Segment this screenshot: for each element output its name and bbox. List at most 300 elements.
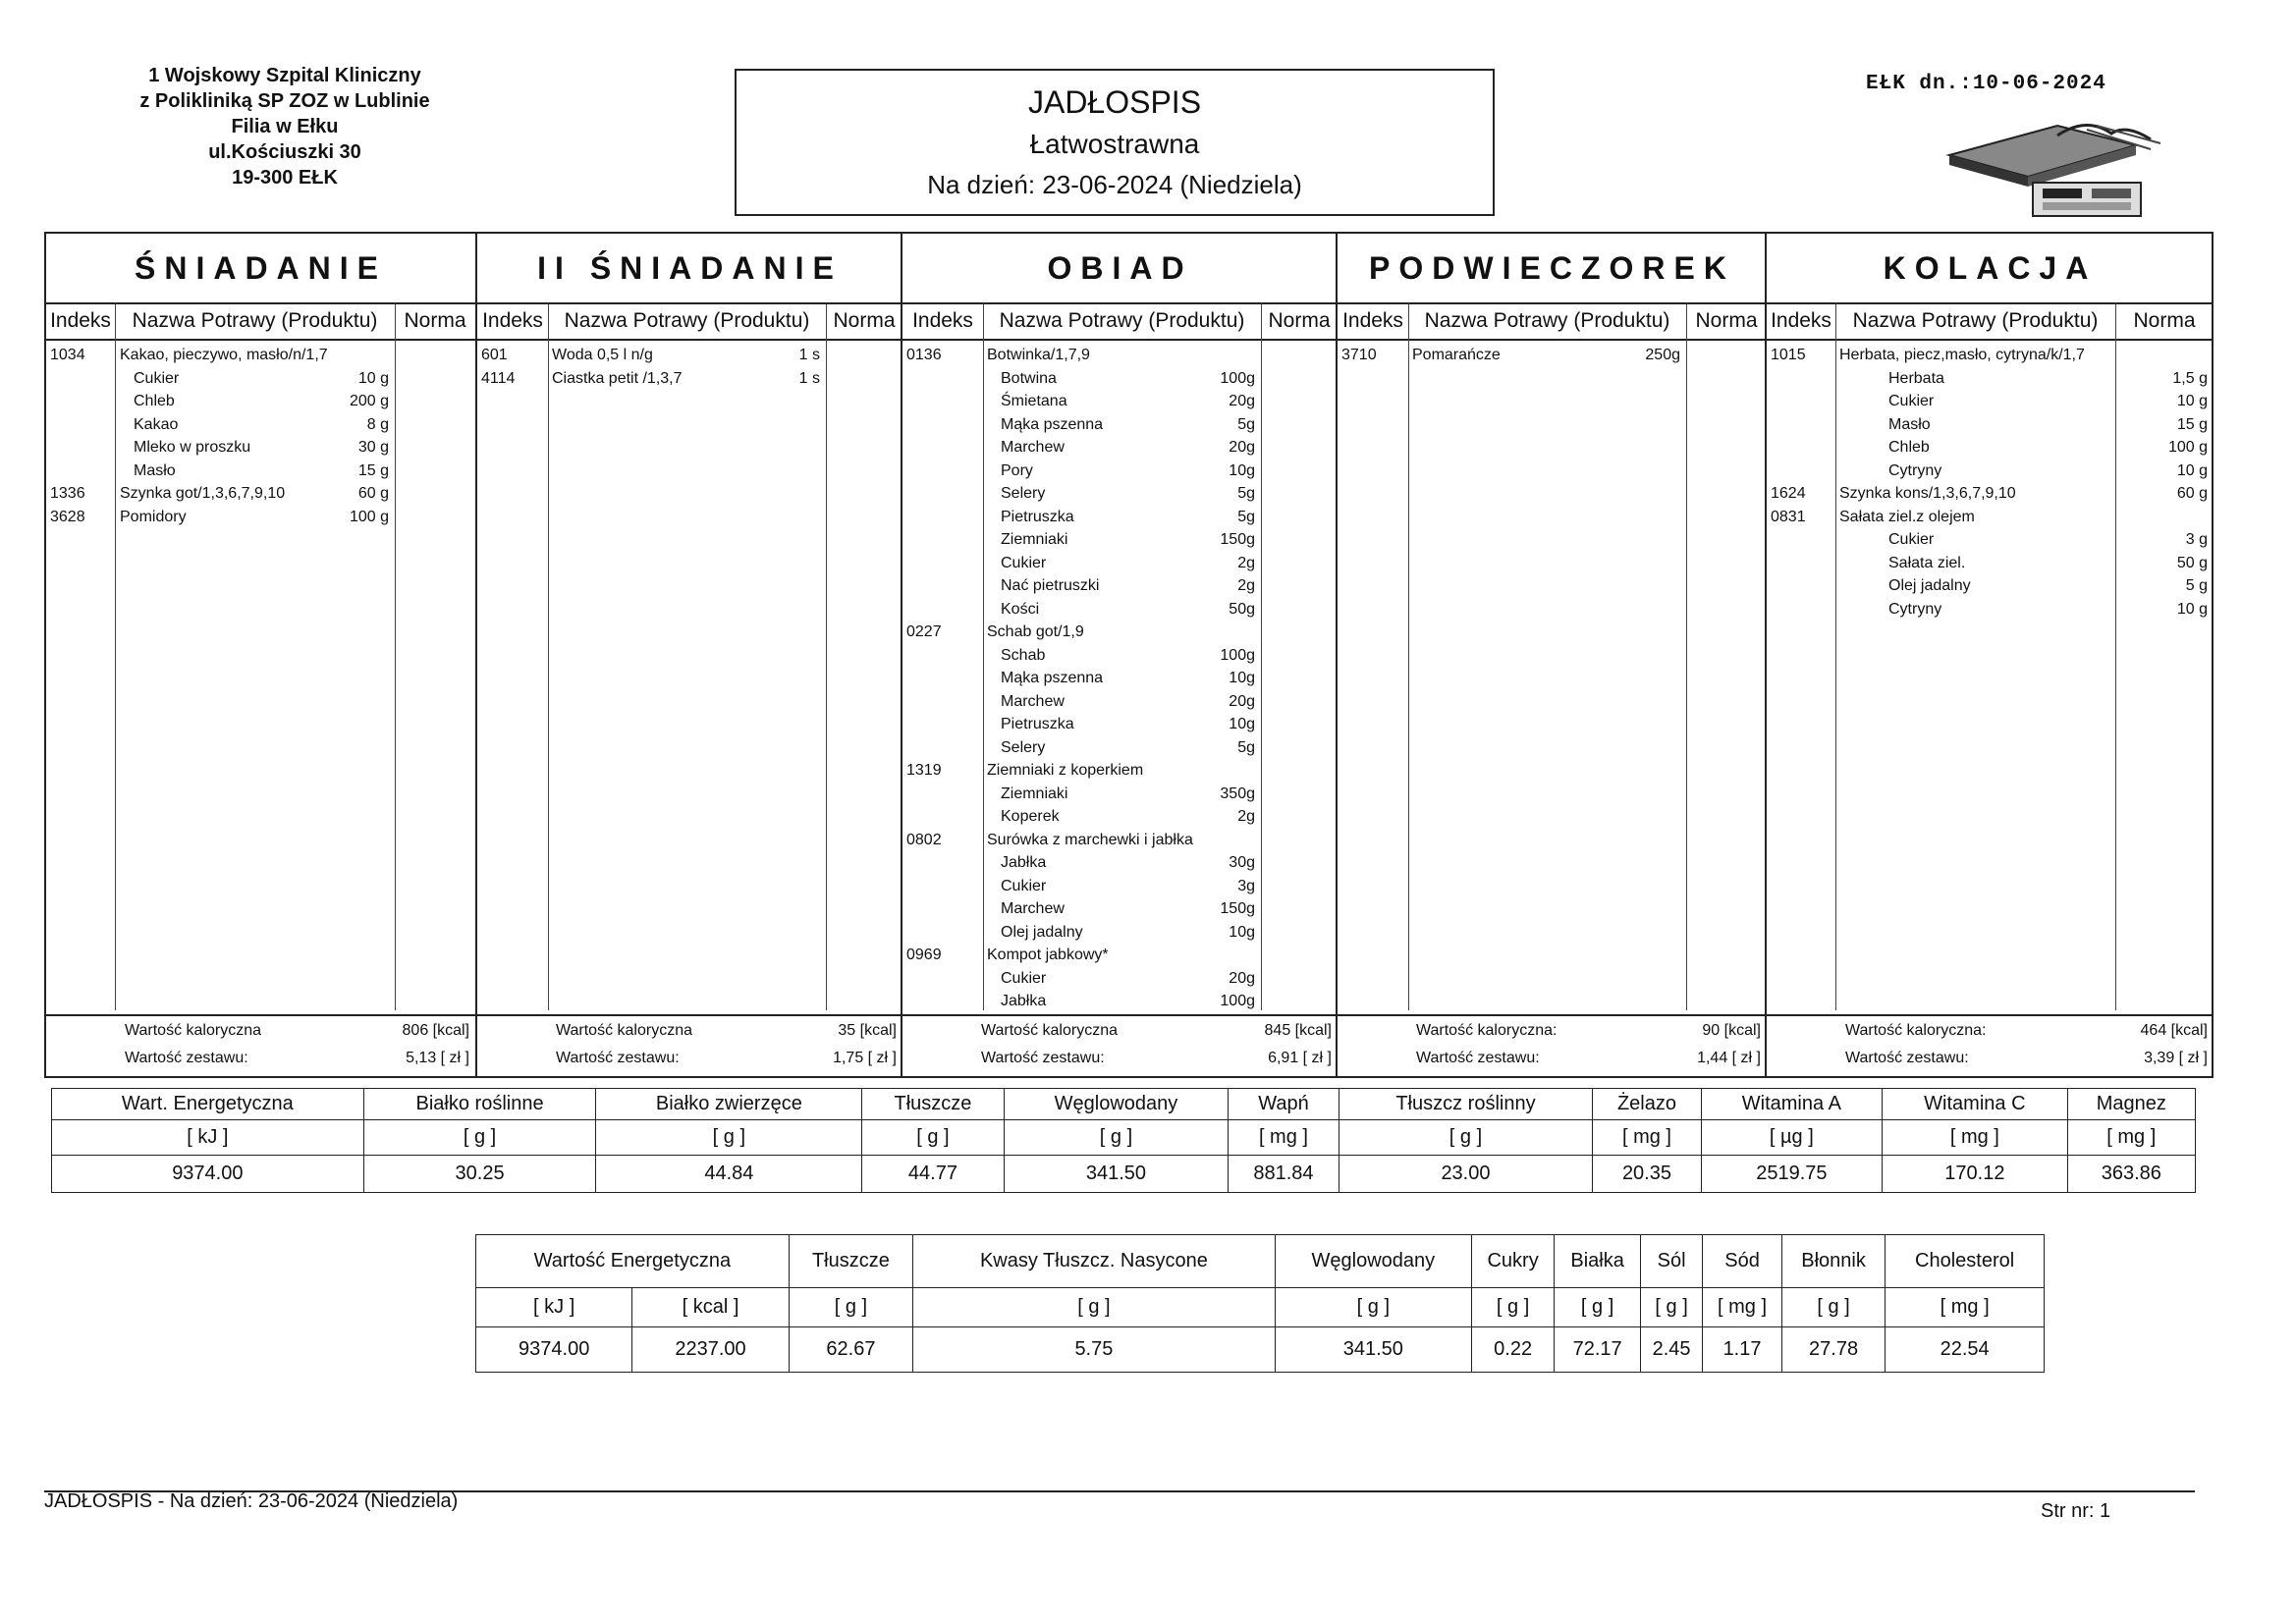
list-item — [477, 367, 902, 391]
meal-title: PODWIECZOREK — [1338, 234, 1767, 304]
nutrient-header: Kwasy Tłuszcz. Nasycone — [913, 1235, 1276, 1288]
dish-index: 4114 — [481, 369, 516, 387]
list-item — [46, 367, 475, 391]
dish-name: Kompot jabkowy* — [987, 947, 1109, 963]
dish-name: Cytryny — [1888, 461, 1942, 479]
name-header: Nazwa Potrawy (Produktu) — [1424, 309, 1670, 332]
dish-norm: 1 s — [798, 347, 820, 363]
dish-norm: 5g — [1237, 738, 1255, 756]
nutrient-unit: [ g ] — [1781, 1288, 1885, 1327]
nutrient-value: 341.50 — [1275, 1327, 1471, 1373]
nutrient-header: Białka — [1555, 1235, 1641, 1288]
name-header: Nazwa Potrawy (Produktu) — [1852, 309, 2099, 332]
dish-name: Szynka got/1,3,6,7,9,10 — [120, 485, 286, 502]
dish-norm: 5g — [1237, 485, 1255, 502]
column-divider — [1686, 303, 1687, 1010]
nutrient-unit: [ mg ] — [1229, 1120, 1339, 1156]
meal-column-4 — [1765, 234, 2214, 1076]
kcal-value: 806 [kcal] — [402, 1022, 469, 1039]
dish-norm: 3 g — [2185, 531, 2208, 548]
dish-norm: 10g — [1229, 461, 1255, 479]
dish-norm: 1,5 g — [2172, 369, 2208, 387]
meal-summary — [1338, 1014, 1767, 1078]
column-divider — [826, 303, 827, 1010]
dish-norm: 10g — [1229, 670, 1255, 686]
list-item — [902, 944, 1338, 967]
nutrient-value: 363.86 — [2067, 1156, 2195, 1193]
cost-value: 3,39 [ zł ] — [2144, 1050, 2208, 1066]
norm-header: Norma — [1268, 309, 1331, 332]
nutrient-value: 44.84 — [596, 1156, 862, 1193]
name-header: Nazwa Potrawy (Produktu) — [132, 309, 378, 332]
list-item — [902, 921, 1338, 945]
column-header-row — [46, 303, 475, 341]
cost-value: 1,75 [ zł ] — [833, 1050, 897, 1066]
index-header: Indeks — [50, 309, 111, 332]
list-item — [46, 436, 475, 460]
kcal-label: Wartość kaloryczna — [981, 1022, 1118, 1039]
energy-header: Wartość Energetyczna — [476, 1235, 790, 1288]
nutrient-unit: [ g ] — [789, 1288, 912, 1327]
dish-index: 0227 — [906, 623, 942, 640]
nutrient-unit: [ µg ] — [1701, 1120, 1883, 1156]
dish-name: Ziemniaki — [1001, 784, 1068, 802]
dish-name: Mąka pszenna — [1001, 415, 1104, 433]
meal-title: KOLACJA — [1767, 234, 2214, 304]
dish-norm: 10 g — [357, 369, 389, 387]
nutrient-unit: [ g ] — [596, 1120, 862, 1156]
dish-name: Pietruszka — [1001, 508, 1074, 525]
dish-norm: 5g — [1237, 415, 1255, 433]
list-item — [902, 344, 1338, 367]
nutrient-unit: [ g ] — [363, 1120, 596, 1156]
list-item — [902, 598, 1338, 622]
nutrient-header: Tłuszcze — [862, 1089, 1004, 1120]
meal-column-3 — [1336, 234, 1767, 1076]
dish-name: Pomidory — [120, 508, 187, 525]
nutrient-value: 27.78 — [1781, 1327, 1885, 1373]
nutrient-header: Cholesterol — [1886, 1235, 2045, 1288]
dish-name: Cukier — [1001, 554, 1047, 571]
menu-date: Na dzień: 23-06-2024 (Niedziela) — [927, 170, 1302, 199]
dish-index: 3628 — [50, 508, 85, 525]
dish-name: Jabłka — [1001, 854, 1047, 871]
dish-norm: 10g — [1229, 923, 1255, 941]
dish-name: Cukier — [134, 369, 180, 387]
list-item — [902, 851, 1338, 875]
nutrient-value: 20.35 — [1593, 1156, 1701, 1193]
book-logo-icon — [1940, 116, 2175, 224]
nutrient-unit: [ mg ] — [2067, 1120, 2195, 1156]
column-divider — [548, 303, 549, 1010]
menu-table — [44, 232, 2214, 1078]
nutrient-value: 44.77 — [862, 1156, 1004, 1193]
norm-header: Norma — [833, 309, 896, 332]
nutrient-value: 23.00 — [1339, 1156, 1593, 1193]
nutrient-unit: [ g ] — [1275, 1288, 1471, 1327]
dish-norm: 50 g — [2176, 554, 2208, 571]
list-item — [46, 413, 475, 437]
cost-label: Wartość zestawu: — [125, 1050, 248, 1066]
dish-norm: 50g — [1229, 600, 1255, 618]
dish-name: Marchew — [1001, 439, 1065, 456]
dish-norm: 15 g — [2176, 415, 2208, 433]
dish-norm: 15 g — [357, 461, 389, 479]
meal-title: ŚNIADANIE — [46, 234, 475, 304]
footer-title: JADŁOSPIS - Na dzień: 23-06-2024 (Niedziela) — [44, 1490, 459, 1512]
dish-index: 601 — [481, 347, 508, 363]
nutrient-header: Tłuszcz roślinny — [1339, 1089, 1593, 1120]
nutrient-value: 881.84 — [1229, 1156, 1339, 1193]
dish-norm: 60 g — [2176, 485, 2208, 502]
dish-name: Sałata ziel. — [1888, 554, 1966, 571]
nutrient-header: Węglowodany — [1004, 1089, 1229, 1120]
kcal-value: 464 [kcal] — [2140, 1022, 2208, 1039]
list-item — [46, 460, 475, 483]
nutrient-value: 341.50 — [1004, 1156, 1229, 1193]
dish-index: 1034 — [50, 347, 85, 363]
cost-label: Wartość zestawu: — [981, 1050, 1105, 1066]
kcal-value: 35 [kcal] — [838, 1022, 897, 1039]
nutrient-header: Witamina C — [1883, 1089, 2067, 1120]
dish-norm: 250g — [1645, 347, 1680, 363]
meal-title: II ŚNIADANIE — [477, 234, 902, 304]
dish-norm: 100 g — [2167, 439, 2208, 456]
list-item — [477, 344, 902, 367]
list-item — [1767, 344, 2214, 367]
list-item — [902, 506, 1338, 529]
dish-name: Botwina — [1001, 369, 1057, 387]
hospital-line-3: Filia w Ełku — [231, 116, 339, 137]
list-item — [1767, 367, 2214, 391]
meal-column-1 — [475, 234, 902, 1076]
meal-summary — [477, 1014, 902, 1078]
meal-rows — [902, 344, 1338, 1013]
dish-name: Cukier — [1001, 969, 1047, 987]
nutrient-header: Żelazo — [1593, 1089, 1701, 1120]
dish-name: Szynka kons/1,3,6,7,9,10 — [1839, 485, 2016, 502]
list-item — [902, 713, 1338, 736]
index-header: Indeks — [912, 309, 973, 332]
kcal-label: Wartość kaloryczna: — [1416, 1022, 1558, 1039]
dish-norm: 20g — [1229, 393, 1255, 409]
meal-summary — [46, 1014, 475, 1078]
cost-label: Wartość zestawu: — [556, 1050, 680, 1066]
column-header-row — [1767, 303, 2214, 341]
dish-norm: 350g — [1220, 784, 1255, 802]
list-item — [1767, 436, 2214, 460]
list-item — [902, 805, 1338, 829]
nutrient-unit: [ g ] — [1339, 1120, 1593, 1156]
name-header: Nazwa Potrawy (Produktu) — [564, 309, 810, 332]
nutrient-value: 9374.00 — [476, 1327, 632, 1373]
dish-norm: 30g — [1229, 854, 1255, 871]
nutrient-value: 72.17 — [1555, 1327, 1641, 1373]
dish-name: Masło — [1888, 415, 1931, 433]
list-item — [902, 644, 1338, 668]
dish-index: 1336 — [50, 485, 85, 502]
dish-name: Schab — [1001, 646, 1046, 664]
norm-header: Norma — [404, 309, 466, 332]
nutrient-header: Tłuszcze — [789, 1235, 912, 1288]
dish-name: Koperek — [1001, 808, 1060, 825]
list-item — [1767, 598, 2214, 622]
dish-index: 0969 — [906, 947, 942, 963]
dish-norm: 20g — [1229, 692, 1255, 710]
dish-name: Cukier — [1888, 531, 1935, 548]
cost-label: Wartość zestawu: — [1416, 1050, 1540, 1066]
nutrient-value: 1.17 — [1703, 1327, 1782, 1373]
dish-index: 1319 — [906, 762, 942, 779]
dish-name: Selery — [1001, 485, 1046, 502]
title-box — [735, 69, 1495, 216]
nutrient-unit: [ g ] — [913, 1288, 1276, 1327]
dish-name: Nać pietruszki — [1001, 577, 1100, 594]
list-item — [902, 528, 1338, 552]
dish-name: Cukier — [1888, 393, 1935, 409]
cost-value: 1,44 [ zł ] — [1697, 1050, 1761, 1066]
index-header: Indeks — [1771, 309, 1831, 332]
page-number: Str nr: 1 — [2041, 1500, 2111, 1522]
nutrient-value: 30.25 — [363, 1156, 596, 1193]
dish-norm: 20g — [1229, 439, 1255, 456]
dish-name: Herbata, piecz,masło, cytryna/k/1,7 — [1839, 347, 2085, 363]
nutrient-value: 0.22 — [1472, 1327, 1555, 1373]
column-divider — [1408, 303, 1409, 1010]
list-item — [902, 390, 1338, 413]
diet-type: Łatwostrawna — [1029, 129, 1200, 159]
nutrient-header: Magnez — [2067, 1089, 2195, 1120]
dish-index: 0802 — [906, 831, 942, 848]
dish-norm: 1 s — [798, 369, 820, 387]
list-item — [902, 460, 1338, 483]
dish-name: Marchew — [1001, 900, 1065, 917]
nutrient-unit: [ mg ] — [1883, 1120, 2067, 1156]
nutrient-unit: [ kcal ] — [632, 1288, 789, 1327]
meal-rows — [477, 344, 902, 390]
meal-column-2 — [901, 234, 1338, 1076]
dish-name: Pomarańcze — [1412, 347, 1501, 363]
dish-name: Chleb — [1888, 439, 1930, 456]
list-item — [1767, 528, 2214, 552]
dish-norm: 20g — [1229, 969, 1255, 987]
list-item — [902, 552, 1338, 575]
meal-summary — [1767, 1014, 2214, 1078]
dish-name: Ziemniaki — [1001, 531, 1068, 548]
list-item — [902, 574, 1338, 598]
nutrient-value: 62.67 — [789, 1327, 912, 1373]
dish-norm: 200 g — [349, 393, 389, 409]
list-item — [46, 344, 475, 367]
column-header-row — [902, 303, 1338, 341]
dish-name: Surówka z marchewki i jabłka — [987, 831, 1193, 848]
dish-norm: 150g — [1220, 900, 1255, 917]
nutrient-unit: [ g ] — [1555, 1288, 1641, 1327]
list-item — [902, 736, 1338, 760]
dish-norm: 5g — [1237, 508, 1255, 525]
dish-name: Pory — [1001, 461, 1033, 479]
list-item — [46, 506, 475, 529]
dish-name: Cukier — [1001, 877, 1047, 894]
list-item — [1338, 344, 1767, 367]
dish-index: 1624 — [1771, 485, 1806, 502]
nutrient-unit: [ g ] — [1641, 1288, 1703, 1327]
dish-name: Cytryny — [1888, 600, 1942, 618]
hospital-line-2: z Polikliniką SP ZOZ w Lublinie — [139, 90, 430, 112]
cost-label: Wartość zestawu: — [1845, 1050, 1969, 1066]
list-item — [1767, 552, 2214, 575]
dish-name: Kakao — [134, 415, 179, 433]
dish-name: Herbata — [1888, 369, 1944, 387]
list-item — [1767, 482, 2214, 506]
dish-name: Schab got/1,9 — [987, 623, 1084, 640]
dish-norm: 30 g — [357, 439, 389, 456]
dish-norm: 10 g — [2176, 600, 2208, 618]
dish-name: Botwinka/1,7,9 — [987, 347, 1090, 363]
nutrient-value: 2.45 — [1641, 1327, 1703, 1373]
dish-name: Śmietana — [1001, 393, 1067, 409]
dish-name: Olej jadalny — [1001, 923, 1083, 941]
dish-norm: 10g — [1229, 716, 1255, 732]
kcal-label: Wartość kaloryczna — [125, 1022, 261, 1039]
kcal-label: Wartość kaloryczna — [556, 1022, 692, 1039]
nutrient-value: 9374.00 — [52, 1156, 364, 1193]
norm-header: Norma — [1695, 309, 1758, 332]
list-item — [902, 436, 1338, 460]
list-item — [902, 667, 1338, 690]
dish-norm: 2g — [1237, 554, 1255, 571]
dish-name: Kakao, pieczywo, masło/n/1,7 — [120, 347, 328, 363]
nutrient-unit: [ mg ] — [1703, 1288, 1782, 1327]
dish-name: Ciastka petit /1,3,7 — [552, 369, 683, 387]
nutrient-value: 22.54 — [1886, 1327, 2045, 1373]
nutrient-unit: [ g ] — [1004, 1120, 1229, 1156]
nutrient-unit: [ mg ] — [1593, 1120, 1701, 1156]
column-header-row — [1338, 303, 1767, 341]
dish-norm: 2g — [1237, 577, 1255, 594]
nutrient-header: Wart. Energetyczna — [52, 1089, 364, 1120]
dish-norm: 8 g — [366, 415, 389, 433]
nutrient-unit: [ g ] — [862, 1120, 1004, 1156]
list-item — [46, 390, 475, 413]
column-header-row — [477, 303, 902, 341]
nutrient-unit: [ kJ ] — [476, 1288, 632, 1327]
cost-value: 5,13 [ zł ] — [406, 1050, 469, 1066]
nutrient-header: Cukry — [1472, 1235, 1555, 1288]
dish-norm: 100g — [1220, 369, 1255, 387]
nutrient-unit: [ g ] — [1472, 1288, 1555, 1327]
nutrient-value: 5.75 — [913, 1327, 1276, 1373]
list-item — [902, 783, 1338, 806]
nutrient-unit: [ kJ ] — [52, 1120, 364, 1156]
list-item — [1767, 460, 2214, 483]
nutrition-table-1 — [51, 1088, 2196, 1193]
nutrient-header: Wapń — [1229, 1089, 1339, 1120]
page-title: JADŁOSPIS — [1027, 84, 1202, 120]
meal-rows — [1338, 344, 1767, 367]
meal-title: OBIAD — [902, 234, 1338, 304]
list-item — [902, 967, 1338, 991]
dish-norm: 100g — [1220, 646, 1255, 664]
dish-name: Pietruszka — [1001, 716, 1074, 732]
dish-name: Chleb — [134, 393, 175, 409]
list-item — [902, 829, 1338, 852]
dish-name: Mleko w proszku — [134, 439, 251, 456]
meal-rows — [46, 344, 475, 528]
nutrient-unit: [ mg ] — [1886, 1288, 2045, 1327]
hospital-line-1: 1 Wojskowy Szpital Kliniczny — [148, 65, 421, 86]
nutrient-header: Białko roślinne — [363, 1089, 596, 1120]
hospital-line-4: ul.Kościuszki 30 — [208, 141, 361, 163]
kcal-value: 90 [kcal] — [1702, 1022, 1761, 1039]
dish-name: Marchew — [1001, 692, 1065, 710]
nutrient-header: Węglowodany — [1275, 1235, 1471, 1288]
dish-norm: 60 g — [357, 485, 389, 502]
dish-norm: 2g — [1237, 808, 1255, 825]
dish-name: Mąka pszenna — [1001, 670, 1104, 686]
list-item — [902, 690, 1338, 714]
list-item — [902, 482, 1338, 506]
nutrient-value: 2237.00 — [632, 1327, 789, 1373]
meal-rows — [1767, 344, 2214, 621]
print-date: EŁK dn.:10-06-2024 — [1866, 73, 2106, 95]
dish-name: Selery — [1001, 738, 1046, 756]
dish-name: Kości — [1001, 600, 1040, 618]
dish-index: 0136 — [906, 347, 942, 363]
index-header: Indeks — [482, 309, 543, 332]
list-item — [1767, 390, 2214, 413]
name-header: Nazwa Potrawy (Produktu) — [999, 309, 1245, 332]
dish-norm: 10 g — [2176, 461, 2208, 479]
nutrient-value: 2519.75 — [1701, 1156, 1883, 1193]
index-header: Indeks — [1342, 309, 1403, 332]
dish-name: Ziemniaki z koperkiem — [987, 762, 1144, 779]
kcal-label: Wartość kaloryczna: — [1845, 1022, 1987, 1039]
kcal-value: 845 [kcal] — [1264, 1022, 1332, 1039]
list-item — [902, 413, 1338, 437]
meal-column-0 — [46, 234, 475, 1076]
dish-index: 0831 — [1771, 508, 1806, 525]
dish-name: Woda 0,5 l n/g — [552, 347, 653, 363]
list-item — [46, 482, 475, 506]
dish-norm: 3g — [1237, 877, 1255, 894]
nutrient-header: Białko zwierzęce — [596, 1089, 862, 1120]
nutrient-header: Błonnik — [1781, 1235, 1885, 1288]
nutrition-table-2 — [475, 1234, 2045, 1373]
nutrient-header: Sód — [1703, 1235, 1782, 1288]
list-item — [1767, 506, 2214, 529]
list-item — [1767, 413, 2214, 437]
dish-norm: 100 g — [349, 508, 389, 525]
dish-index: 1015 — [1771, 347, 1806, 363]
norm-header: Norma — [2133, 309, 2196, 332]
dish-norm: 10 g — [2176, 393, 2208, 409]
list-item — [902, 897, 1338, 921]
dish-name: Masło — [134, 461, 176, 479]
dish-name: Sałata ziel.z olejem — [1839, 508, 1975, 525]
meal-summary — [902, 1014, 1338, 1078]
list-item — [902, 621, 1338, 644]
dish-norm: 5 g — [2185, 577, 2208, 594]
dish-index: 3710 — [1341, 347, 1377, 363]
list-item — [902, 367, 1338, 391]
nutrient-header: Sól — [1641, 1235, 1703, 1288]
hospital-address — [98, 63, 471, 190]
cost-value: 6,91 [ zł ] — [1268, 1050, 1332, 1066]
nutrient-value: 170.12 — [1883, 1156, 2067, 1193]
dish-name: Olej jadalny — [1888, 577, 1971, 594]
list-item — [902, 759, 1338, 783]
